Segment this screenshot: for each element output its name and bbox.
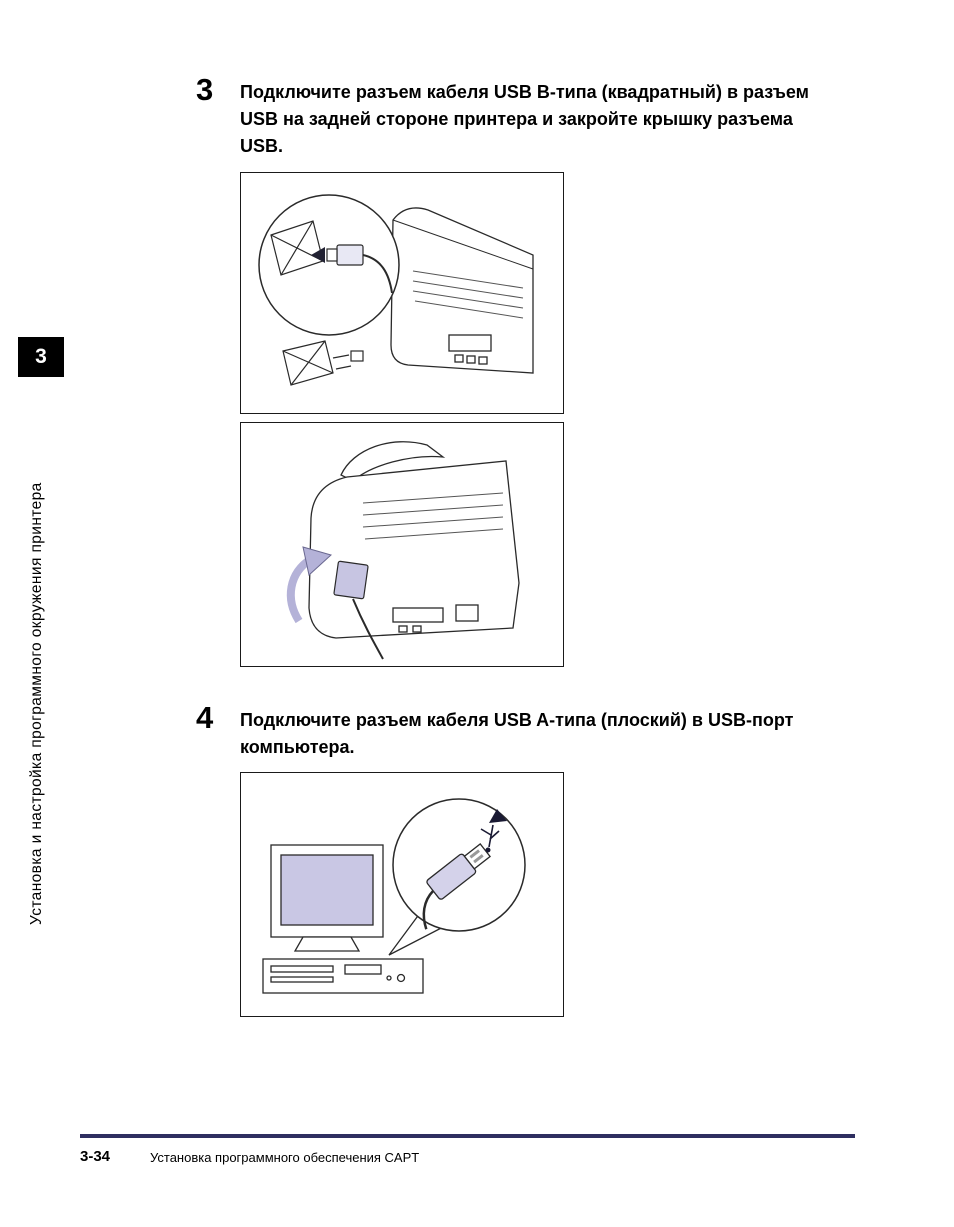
usb-cover-open-detail [283,341,363,385]
chapter-tab: 3 [18,337,64,377]
desktop-case [263,959,423,993]
step-number-4: 4 [196,700,214,735]
sidebar-vertical-text: Установка и настройка программного окружения принтера [28,482,45,925]
footer-page-number: 3-34 [80,1148,111,1165]
step-instruction-3: Подключите разъем кабеля USB B-типа (квадратный) в разъем USB на задней стороне принтера и закройте крышку разъема USB. [240,82,809,156]
printer-close-cover-illustration [241,423,563,666]
footer-section-title: Установка программного обеспечения CAPT [150,1150,420,1165]
figure-computer-usb-a [240,772,564,1017]
step-instruction-4: Подключите разъем кабеля USB A-типа (плоский) в USB-порт компьютера. [240,710,794,757]
monitor [271,845,383,951]
printer-usb-b-illustration [241,173,563,413]
step-number-3: 3 [196,72,214,107]
figure-printer-close-cover [240,422,564,667]
printer-body [391,208,533,373]
printer-body [309,442,519,638]
computer-usb-a-illustration [241,773,563,1016]
usb-cover-closed [334,561,368,599]
footer-rule [80,1134,855,1138]
figure-printer-usb-b-connection [240,172,564,414]
